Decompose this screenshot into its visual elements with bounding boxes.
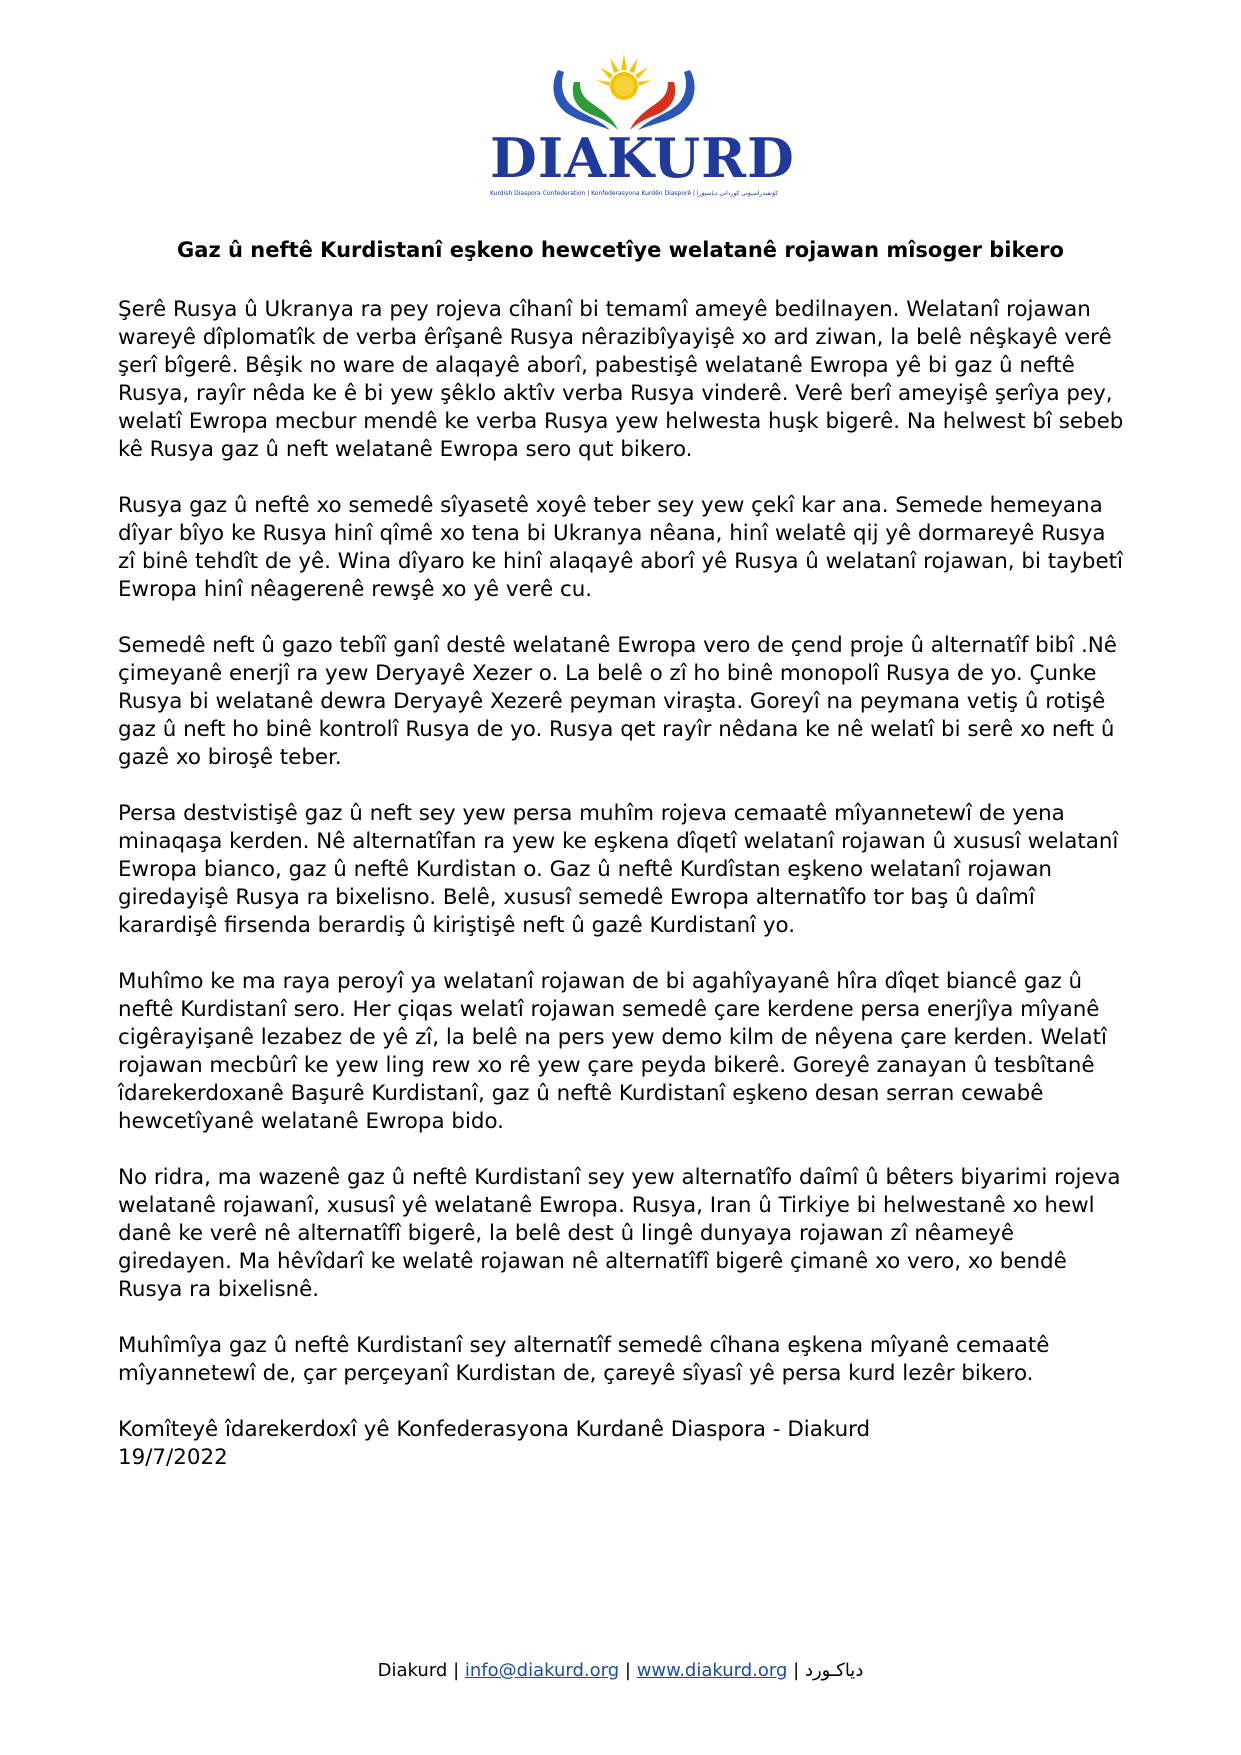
paragraph: Semedê neft û gazo tebîî ganî destê welatanê Ewropa vero de çend proje û alternatîf bibî .Nê çimeyanê enerjî ra yew Deryayê Xezer o. La belê o zî ho binê monopolî Rusya de yo. Çunke Rusya bi welatanê dewra Deryayê Xezerê peyman viraşta. Goreyî na peymana vetiş û rotişê gaz û neft ho binê kontrolî Rusya de yo. Rusya qet rayîr nêdana ke nê welatî bi serê xo neft û gazê xo biroşê teber. bbox=[118, 633, 1117, 770]
logo-wordmark: DIAKURD bbox=[490, 126, 795, 190]
footer-org-name: Diakurd bbox=[377, 1660, 448, 1681]
paragraph: No ridra, ma wazenê gaz û neftê Kurdistanî sey yew alternatîfo daîmî û bêters biyarimi rojeva welatanê rojawanî, xususî yê welatanê Ewropa. Rusya, Iran û Tirkiye bi helwestanê xo hewl danê ke verê nê alternatîfî bigerê, la belê dest û lingê dunyaya rojawan zî nêameyê giredayen. Ma hêvîdarî ke welatê rojawan nê alternatîfî bigerê çimanê xo vero, xo bendê Rusya ra bixelisnê. bbox=[118, 1165, 1121, 1302]
page-footer bbox=[0, 1660, 1241, 1681]
footer-website-link[interactable]: www.diakurd.org bbox=[636, 1660, 788, 1681]
footer-separator: | bbox=[453, 1660, 460, 1681]
logo-tagline: Kurdish Diaspora Confederation | Konfederasyona Kurdên Diasporê | کۆنفیدراسیۆنی کوردانی دیاسپۆرا bbox=[490, 190, 779, 197]
document-body bbox=[118, 296, 1128, 1472]
hands-sun-emblem-icon bbox=[540, 52, 708, 132]
paragraph: Persa destvistişê gaz û neft sey yew persa muhîm rojeva cemaatê mîyannetewî de yena minaqaşa kerden. Nê alternatîfan ra yew ke eşkena dîqetî welatanî rojawan û xususî welatanî Ewropa bianco, gaz û neftê Kurdistan o. Gaz û neftê Kurdîstan eşkeno welatanî rojawan giredayişê Rusya ra bixelisno. Belê, xususî semedê Ewropa alternatîfo tor baş û daîmî karardişê firsenda berardiş û kiriştişê neft û gazê Kurdistanî yo. bbox=[118, 801, 1119, 938]
paragraph: Muhîmo ke ma raya peroyî ya welatanî rojawan de bi agahîyayanê hîra dîqet biancê gaz û neftê Kurdistanî sero. Her çiqas welatî rojawan semedê çare kerdene persa enerjîya mîyanê cigêrayişanê lezabez de yê zî, la belê na pers yew demo kilm de nêyena çare kerden. Welatî rojawan mecbûrî ke yew ling rew xo rê yew çare peyda bikerê. Goreyê zanayan û tesbîtanê îdarekerdoxanê Başurê Kurdistanî, gaz û neftê Kurdistanî eşkeno desan serran cewabê hewcetîyanê welatanê Ewropa bido. bbox=[118, 969, 1107, 1134]
signature-block bbox=[118, 1416, 1128, 1472]
footer-separator: | bbox=[624, 1660, 631, 1681]
footer-email-link[interactable]: info@diakurd.org bbox=[464, 1660, 620, 1681]
signature-date: 19/7/2022 bbox=[118, 1445, 228, 1470]
paragraph: Şerê Rusya û Ukranya ra pey rojeva cîhanî bi temamî ameyê bedilnayen. Welatanî rojawan wareyê dîplomatîk de verba êrîşanê Rusya nêrazibîyayişê xo ard ziwan, la belê nêşkayê verê şerî bîgerê. Bêşik no ware de alaqayê aborî, pabestişê welatanê Ewropa yê bi gaz û neftê Rusya, rayîr nêda ke ê bi yew şêklo aktîv verba Rusya vinderê. Verê berî ameyişê şerîya pey, welatî Ewropa mecbur mendê ke verba Rusya yew helwesta huşk bigerê. Na helwest bî sebeb kê Rusya gaz û neft welatanê Ewropa sero qut bikero. bbox=[118, 297, 1124, 462]
signature-line: Komîteyê îdarekerdoxî yê Konfederasyona Kurdanê Diaspora - Diakurd bbox=[118, 1417, 871, 1442]
document-title: Gaz û neftê Kurdistanî eşkeno hewcetîye welatanê rojawan mîsoger bikero bbox=[177, 238, 1064, 262]
paragraph: Rusya gaz û neftê xo semedê sîyasetê xoyê teber sey yew çekî kar ana. Semede hemeyana dîyar bîyo ke Rusya hinî qîmê xo tena bi Ukranya nêana, hinî welatê qij yê dormareyê Rusya zî binê tehdît de yê. Wina dîyaro ke hinî alaqayê aborî yê Rusya û welatanî rojawan, bi taybetî Ewropa hinî nêagerenê rewşê xo yê verê cu. bbox=[118, 493, 1123, 602]
footer-arabic-name: دیاکـورد bbox=[804, 1660, 864, 1681]
diakurd-logo bbox=[490, 52, 795, 202]
footer-separator: | bbox=[793, 1660, 800, 1681]
paragraph: Muhîmîya gaz û neftê Kurdistanî sey alternatîf semedê cîhana eşkena mîyanê cemaatê mîyannetewî de, çar perçeyanî Kurdistan de, çareyê sîyasî yê persa kurd lezêr bikero. bbox=[118, 1333, 1050, 1386]
